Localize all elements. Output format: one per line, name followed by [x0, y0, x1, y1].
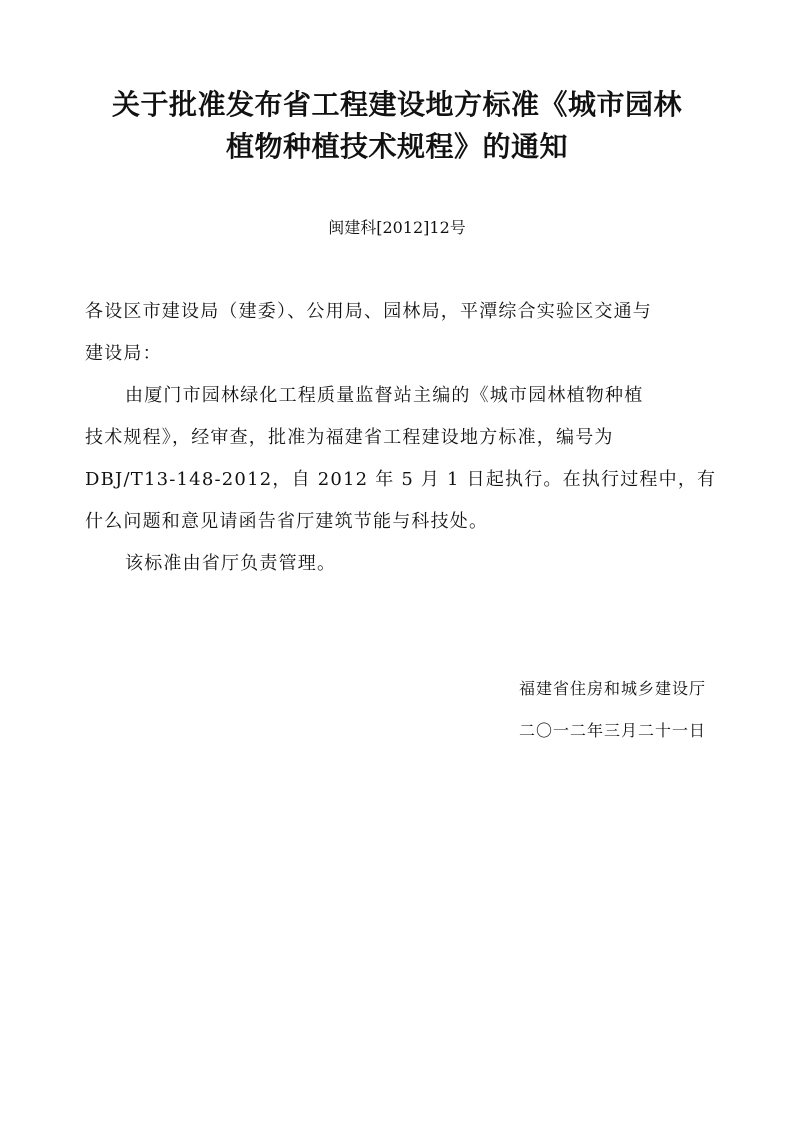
recipients-line-1: 各设区市建设局（建委）、公用局、园林局，平潭综合实验区交通与	[85, 301, 652, 322]
paragraph-1-line-3: DBJ/T13-148-2012，自 2012 年 5 月 1 日起执行。在执行过程中，有	[85, 469, 717, 490]
paragraph-1-line-2: 技术规程》，经审查，批准为福建省工程建设地方标准，编号为	[85, 427, 614, 448]
notice-title-line-2: 植物种植技术规程》的通知	[225, 130, 568, 163]
recipients-line-2: 建设局：	[85, 343, 162, 364]
issue-date: 二〇一二年三月二十一日	[518, 721, 706, 740]
notice-title-line-1: 关于批准发布省工程建设地方标准《城市园林	[111, 88, 682, 121]
paragraph-1-line-1: 由厦门市园林绿化工程质量监督站主编的《城市园林植物种植	[125, 385, 644, 406]
issuer-signature: 福建省住房和城乡建设厅	[518, 679, 706, 698]
paragraph-1-line-4: 什么问题和意见请函告省厅建筑节能与科技处。	[85, 511, 489, 532]
paragraph-2-line-1: 该标准由省厅负责管理。	[125, 553, 337, 574]
document-number: 闽建科[2012]12号	[328, 218, 466, 237]
